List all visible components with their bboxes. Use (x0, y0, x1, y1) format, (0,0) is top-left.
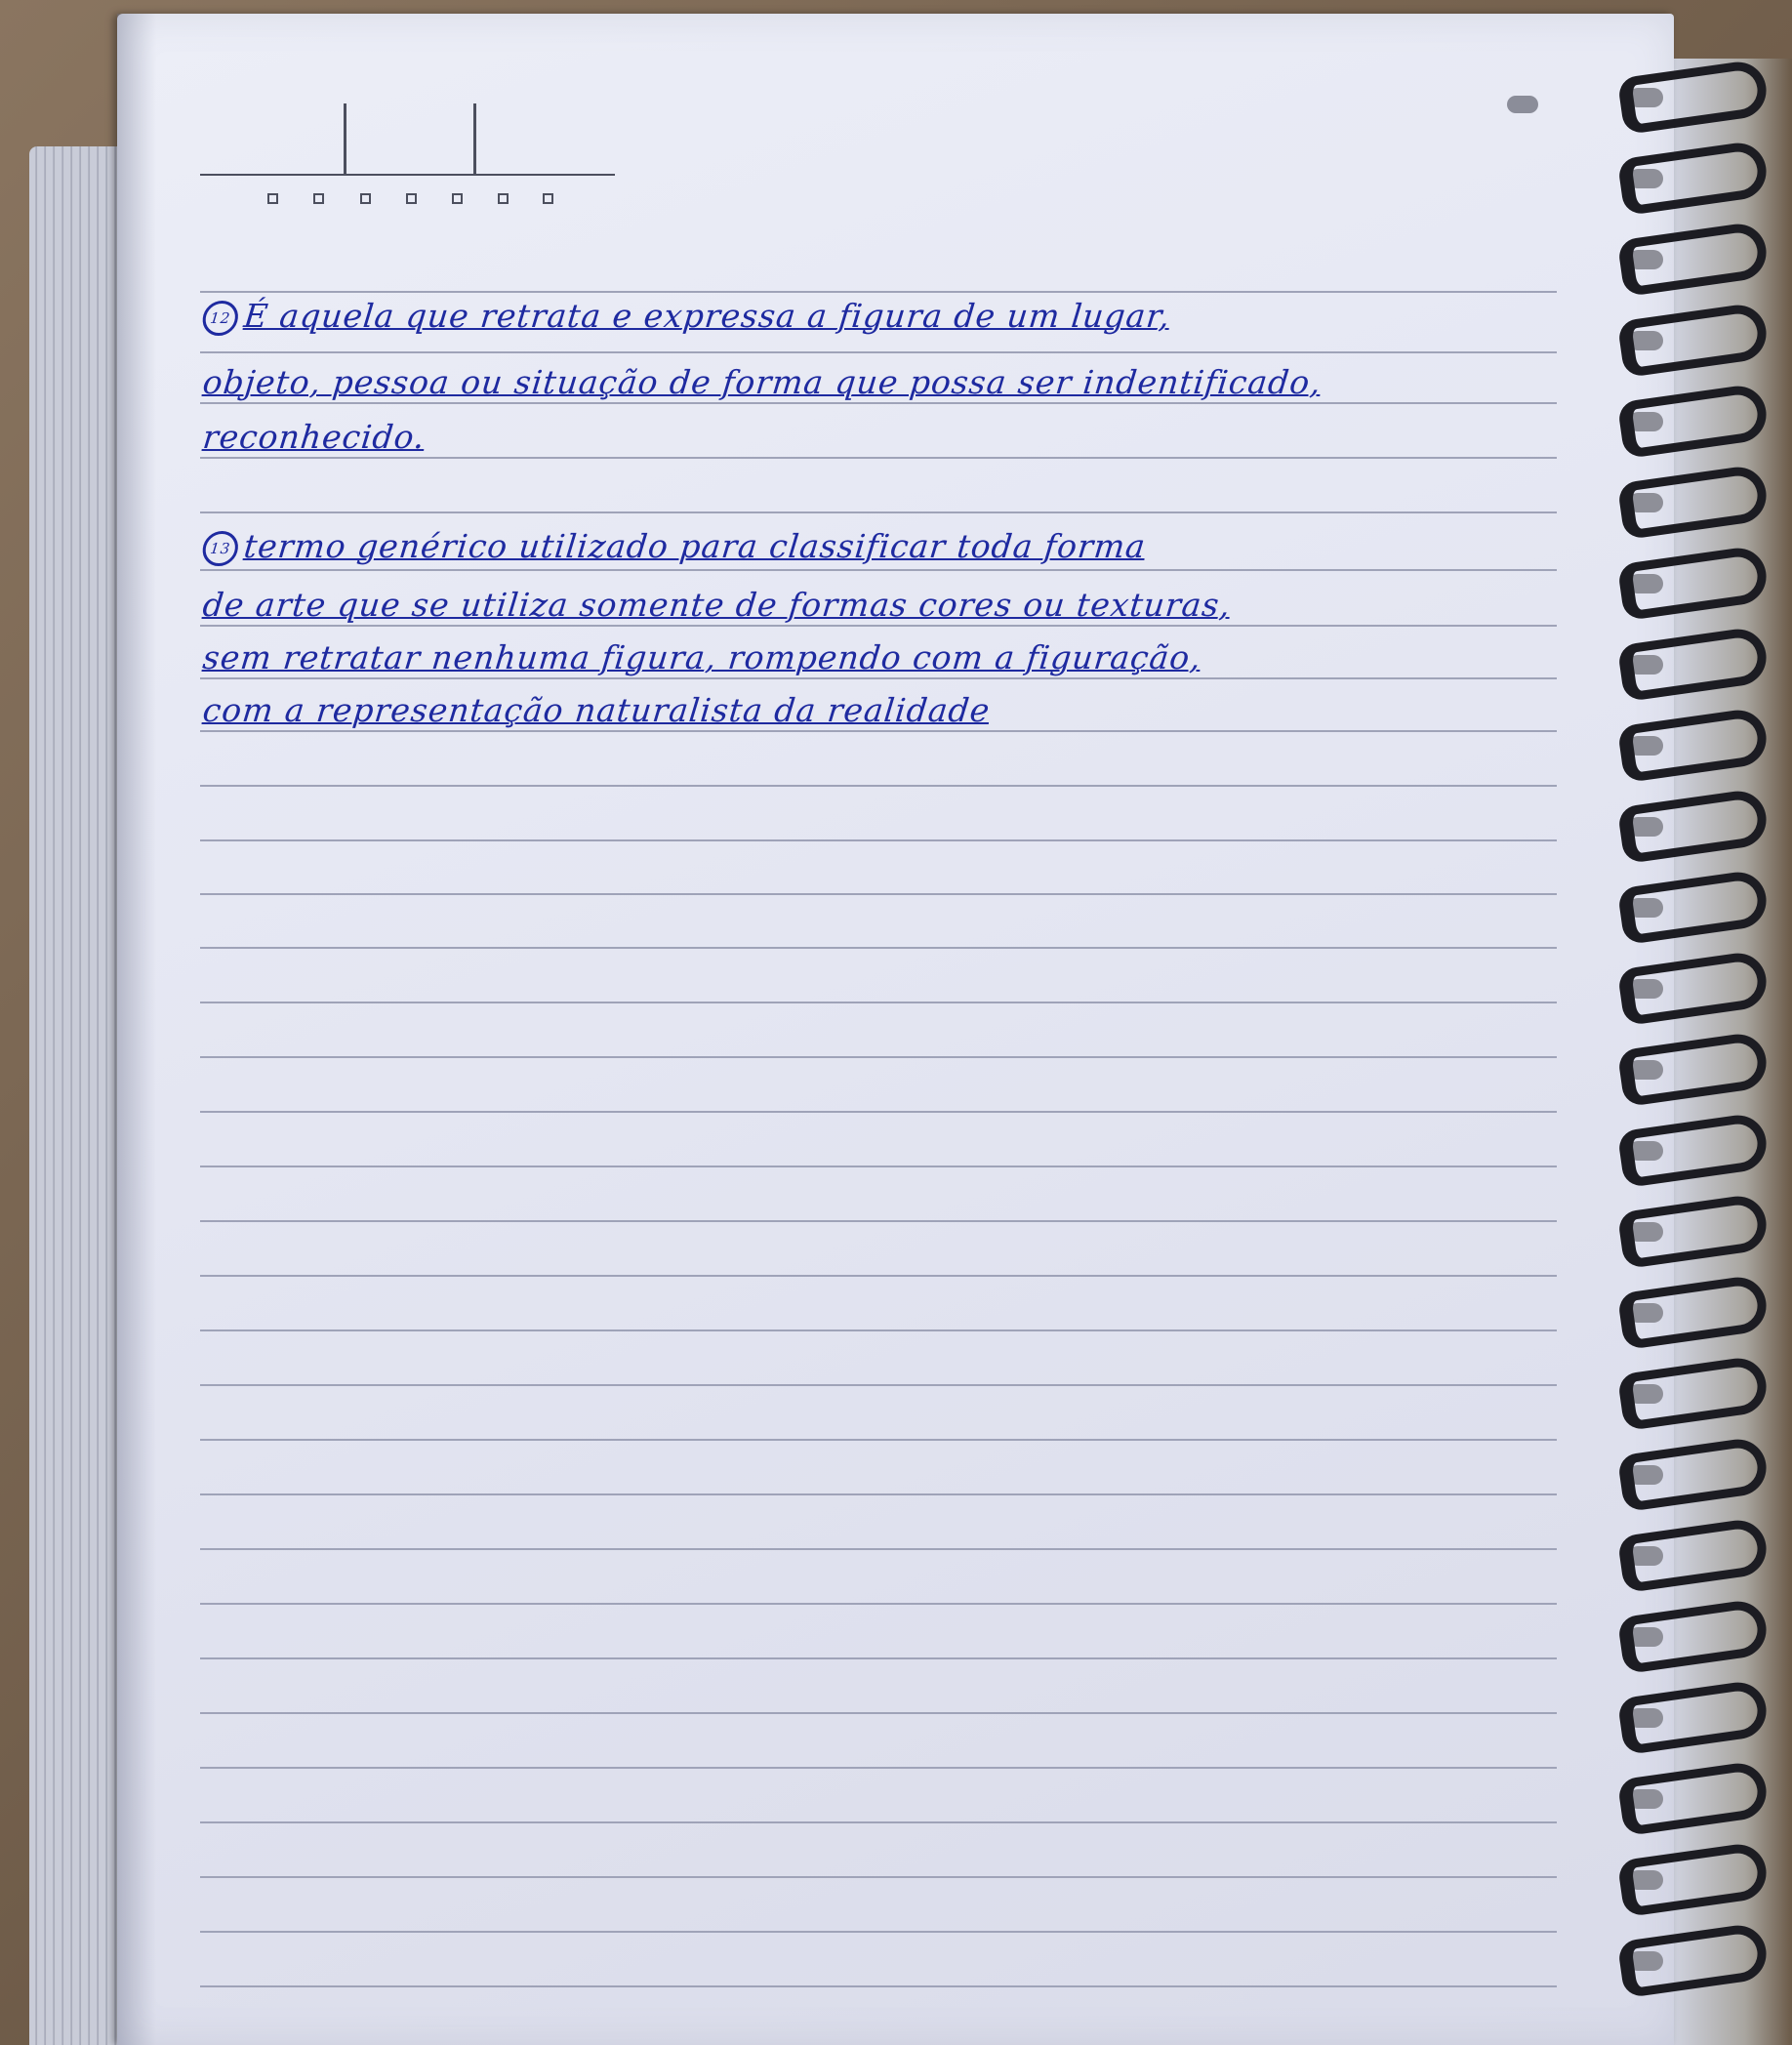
rule-line (200, 1166, 1557, 1167)
rule-line (200, 1220, 1557, 1222)
handwritten-line (201, 691, 992, 729)
answer-number: 12 (201, 301, 240, 336)
answer-text: reconhecido. (200, 418, 428, 456)
spiral-ring (1617, 545, 1771, 621)
weekday-checkbox (452, 193, 463, 204)
rule-line (200, 1821, 1557, 1823)
rule-line (200, 1384, 1557, 1386)
answer-text: objeto, pessoa ou situação de forma que possa ser indentificado, (200, 363, 1324, 401)
rule-line (200, 1657, 1557, 1659)
spiral-ring (1617, 1922, 1771, 1998)
spiral-ring (1617, 1112, 1771, 1188)
rule-line (200, 511, 1557, 513)
handwritten-line (201, 363, 1324, 401)
spiral-binding (1620, 59, 1792, 2045)
weekday-checkbox (313, 193, 324, 204)
rule-line (200, 1329, 1557, 1331)
spiral-ring (1617, 140, 1771, 216)
handwritten-line (201, 297, 1172, 336)
rule-line (200, 1002, 1557, 1003)
rule-line (200, 1712, 1557, 1714)
rule-line (200, 291, 1557, 293)
rule-line (200, 1603, 1557, 1605)
rule-line (200, 457, 1557, 459)
rule-line (200, 1767, 1557, 1769)
spiral-ring (1617, 626, 1771, 702)
handwritten-line (201, 418, 428, 456)
rule-line (200, 1985, 1557, 1987)
spiral-ring (1617, 1679, 1771, 1755)
spiral-ring (1617, 869, 1771, 945)
spiral-ring (1617, 1274, 1771, 1350)
spiral-ring (1617, 707, 1771, 783)
spiral-ring (1617, 1517, 1771, 1593)
rule-line (200, 1439, 1557, 1441)
weekday-checkbox (498, 193, 509, 204)
date-divider (344, 103, 346, 174)
spiral-ring (1617, 1193, 1771, 1269)
rule-line (200, 1931, 1557, 1933)
page-mark (1507, 96, 1538, 113)
spiral-ring (1617, 383, 1771, 459)
spiral-ring (1617, 1355, 1771, 1431)
rule-line (200, 730, 1557, 732)
weekday-checkbox (406, 193, 417, 204)
answer-text: sem retratar nenhuma figura, rompendo com a figuração, (200, 638, 1203, 676)
rule-line (200, 625, 1557, 627)
spiral-ring (1617, 1598, 1771, 1674)
rule-line (200, 569, 1557, 571)
rule-line (200, 785, 1557, 787)
handwritten-line (201, 586, 1233, 624)
spiral-ring (1617, 950, 1771, 1026)
spiral-ring (1617, 59, 1771, 135)
spiral-ring (1617, 1031, 1771, 1107)
weekday-checkbox (360, 193, 371, 204)
rule-line (200, 947, 1557, 949)
rule-line (200, 1056, 1557, 1058)
answer-text: É aquela que retrata e expressa a figura de um lugar, (242, 297, 1173, 335)
rule-line (200, 1111, 1557, 1113)
answer-text: termo genérico utilizado para classificar toda forma (242, 527, 1148, 565)
spiral-ring (1617, 302, 1771, 378)
spiral-ring (1617, 1841, 1771, 1917)
spiral-ring (1617, 788, 1771, 864)
rule-line (200, 839, 1557, 841)
rule-line (200, 402, 1557, 404)
rule-line (200, 1275, 1557, 1277)
weekday-checkbox (543, 193, 553, 204)
rule-line (200, 1548, 1557, 1550)
spiral-ring (1617, 464, 1771, 540)
page-shadow (117, 14, 156, 2045)
spiral-ring (1617, 1436, 1771, 1512)
handwritten-line (201, 527, 1148, 566)
answer-text: com a representação naturalista da realidade (200, 691, 993, 729)
date-rule (200, 174, 615, 176)
rule-line (200, 1493, 1557, 1495)
weekday-checkbox (267, 193, 278, 204)
rule-line (200, 1876, 1557, 1878)
rule-line (200, 351, 1557, 353)
spiral-ring (1617, 1760, 1771, 1836)
rule-line (200, 893, 1557, 895)
answer-number: 13 (201, 531, 240, 566)
spiral-ring (1617, 221, 1771, 297)
rule-line (200, 677, 1557, 679)
date-divider (473, 103, 476, 174)
answer-text: de arte que se utiliza somente de formas cores ou texturas, (200, 586, 1234, 624)
handwritten-line (201, 638, 1203, 676)
